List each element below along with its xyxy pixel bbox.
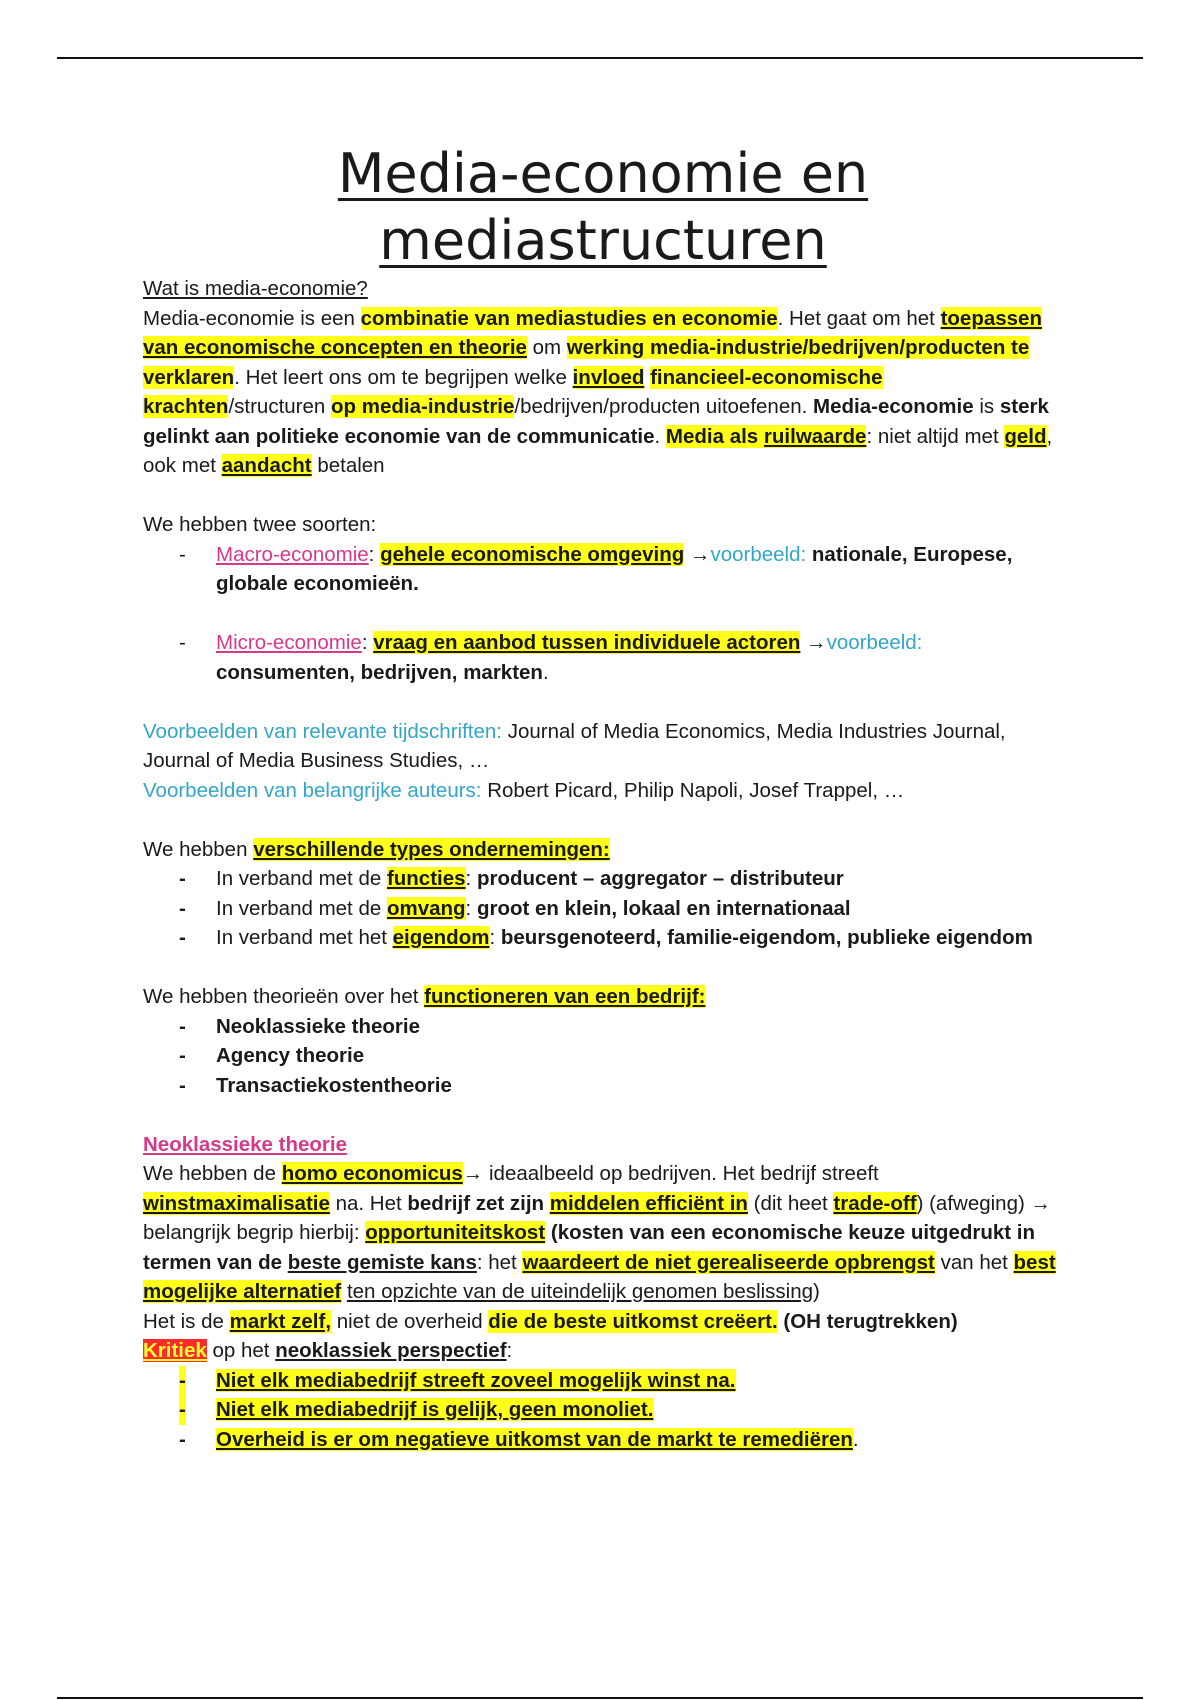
types-list: [143, 864, 1063, 953]
types-lead: We hebben verschillende types ondernemingen:: [143, 837, 610, 861]
list-item: - Neoklassieke theorie: [179, 1014, 420, 1038]
critique-line: Kritiek op het neoklassiek perspectief:: [143, 1339, 513, 1362]
intro-heading: Wat is media-economie?: [143, 277, 368, 300]
journals-line: Voorbeelden van relevante tijdschriften: Journal of Media Economics, Media Industries Journal, Journal of Media Business Studies, …: [143, 719, 1006, 772]
intro-paragraph: Media-economie is een combinatie van mediastudies en economie. Het gaat om het toepassen van economische concepten en theorie om werking media-industrie/bedrijven/producten te verklaren. Het leert ons om te begrijpen welke invloed financieel-economische krachten/structuren op media-industrie/bedrijven/producten uitoefenen. Media-economie is sterk gelinkt aan politieke economie van de communicatie. Media als ruilwaarde: niet altijd met geld, ook met aandacht betalen: [143, 306, 1053, 477]
list-item: - Overheid is er om negatieve uitkomst van de markt te remediëren.: [179, 1427, 859, 1451]
soorten-lead: We hebben twee soorten:: [143, 513, 377, 536]
list-item-micro: - Micro-economie: vraag en aanbod tussen individuele actoren →voorbeeld: consumenten, bedrijven, markten.: [179, 631, 923, 684]
title-line-2: mediastructuren: [379, 209, 827, 272]
list-item: - In verband met de omvang: groot en klein, lokaal en internationaal: [179, 896, 851, 920]
list-item: - Transactiekostentheorie: [179, 1073, 452, 1097]
document-page: [143, 140, 1063, 1454]
theories-list: [143, 1012, 1063, 1101]
list-item: - Agency theorie: [179, 1044, 365, 1067]
title-line-1: Media-economie en: [337, 142, 869, 205]
list-item: - Niet elk mediabedrijf streeft zoveel mogelijk winst na.: [143, 1366, 1063, 1396]
authors-line: Voorbeelden van belangrijke auteurs: Robert Picard, Philip Napoli, Josef Trappel, …: [143, 778, 905, 802]
soorten-list: [143, 540, 1063, 688]
list-item-macro: - Macro-economie: gehele economische omgeving →voorbeeld: nationale, Europese, globale economieën.: [179, 542, 1013, 595]
footer-rule: [57, 1697, 1143, 1699]
theories-lead: We hebben theorieën over het functioneren van een bedrijf:: [143, 985, 706, 1008]
neo-heading: Neoklassieke theorie: [143, 1132, 347, 1156]
list-item: - In verband met het eigendom: beursgenoteerd, familie-eigendom, publieke eigendom: [179, 926, 1033, 949]
list-item: - In verband met de functies: producent – aggregator – distributeur: [179, 867, 844, 890]
page-title: [143, 140, 1063, 274]
neo-paragraph: We hebben de homo economicus→ ideaalbeeld op bedrijven. Het bedrijf streeft winstmaximalisatie na. Het bedrijf zet zijn middelen efficiënt in (dit heet trade-off) (afweging) → belangrijk begrip hierbij: opportuniteitskost (kosten van een economische keuze uitgedrukt in termen van de beste gemiste kans: het waardeert de niet gerealiseerde opbrengst van het best mogelijke alternatief ten opzichte van de uiteindelijk genomen beslissing): [143, 1162, 1056, 1303]
list-item: - Niet elk mediabedrijf is gelijk, geen monoliet.: [143, 1395, 1063, 1425]
critique-list: [143, 1366, 1063, 1455]
header-rule: [57, 57, 1143, 59]
market-line: Het is de markt zelf, niet de overheid die de beste uitkomst creëert. (OH terugtrekken): [143, 1309, 958, 1333]
